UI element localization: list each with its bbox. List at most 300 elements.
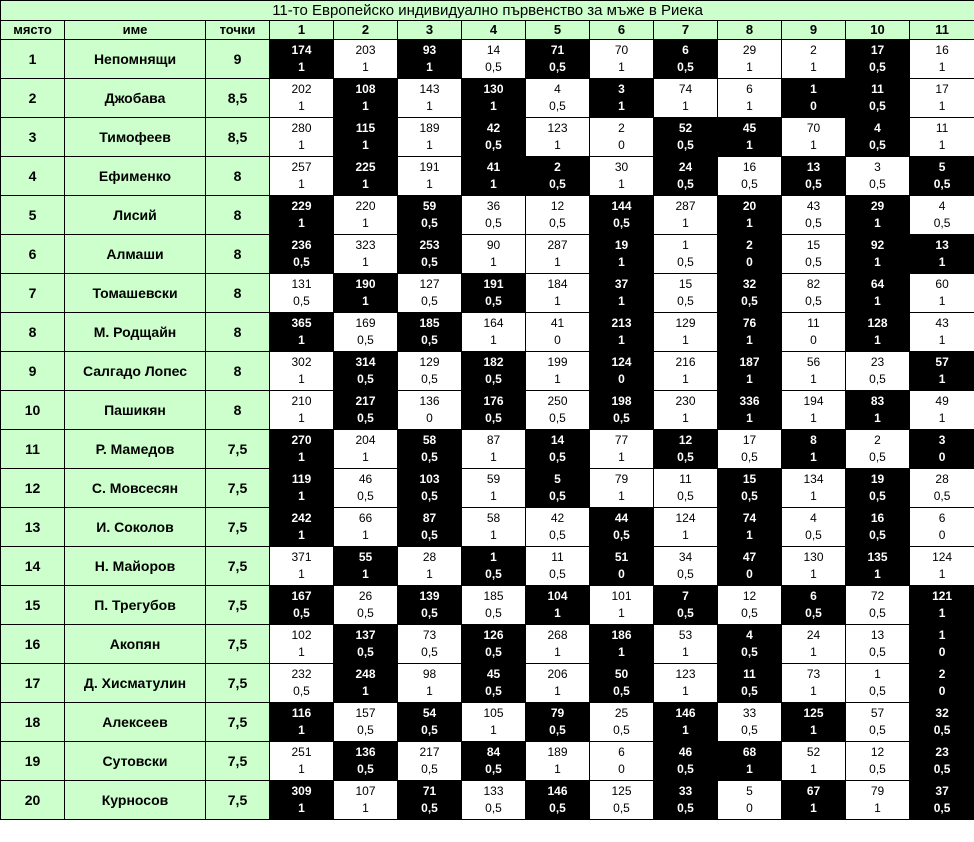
round-result-cell <box>910 118 974 157</box>
round-result-cell <box>334 313 398 352</box>
round-result-cell <box>718 703 782 742</box>
round-result-cell <box>270 664 334 703</box>
game-score: 0,5 <box>933 216 951 230</box>
round-result-cell <box>270 235 334 274</box>
round-result-cell <box>846 781 910 820</box>
round-result-cell <box>590 274 654 313</box>
place-cell: 14 <box>1 547 65 586</box>
game-score: 1 <box>874 801 881 815</box>
round-result-cell <box>590 781 654 820</box>
game-score: 0,5 <box>741 450 758 464</box>
round-result-cell <box>910 157 974 196</box>
game-score: 0,5 <box>421 216 438 230</box>
table-row <box>1 118 974 157</box>
opponent-rating: 2 <box>554 160 561 174</box>
opponent-rating: 229 <box>291 199 312 213</box>
opponent-rating: 123 <box>675 667 696 681</box>
opponent-rating: 108 <box>355 82 376 96</box>
round-result-cell <box>398 469 462 508</box>
opponent-rating: 248 <box>355 667 376 681</box>
round-result-cell <box>910 40 974 79</box>
opponent-rating: 44 <box>614 511 629 525</box>
opponent-rating: 64 <box>870 277 885 291</box>
round-result-cell <box>462 781 526 820</box>
round-result-cell <box>846 664 910 703</box>
game-score: 0,5 <box>613 216 630 230</box>
game-score: 0 <box>554 333 561 347</box>
round-result-cell <box>334 40 398 79</box>
table-row <box>1 742 974 781</box>
game-score: 0,5 <box>485 567 502 581</box>
points-cell: 8 <box>206 196 270 235</box>
opponent-rating: 11 <box>679 472 692 486</box>
round-result-cell <box>718 157 782 196</box>
opponent-rating: 144 <box>611 199 632 213</box>
game-score: 0,5 <box>805 216 822 230</box>
round-result-cell <box>398 781 462 820</box>
header-round-6: 6 <box>590 21 654 40</box>
game-score: 0,5 <box>869 684 886 698</box>
round-result-cell <box>846 508 910 547</box>
game-score: 1 <box>362 450 369 464</box>
opponent-rating: 3 <box>874 160 881 174</box>
opponent-rating: 42 <box>486 121 501 135</box>
opponent-rating: 287 <box>675 199 696 213</box>
round-result-cell <box>334 703 398 742</box>
opponent-rating: 365 <box>291 316 312 330</box>
game-score: 1 <box>874 255 881 269</box>
game-score: 1 <box>490 489 497 503</box>
header-round-1: 1 <box>270 21 334 40</box>
opponent-rating: 52 <box>678 121 693 135</box>
header-name: име <box>65 21 206 40</box>
opponent-rating: 217 <box>419 745 440 759</box>
round-result-cell <box>590 586 654 625</box>
round-result-cell <box>782 352 846 391</box>
opponent-rating: 58 <box>486 511 501 525</box>
game-score: 1 <box>618 294 625 308</box>
game-score: 1 <box>682 411 689 425</box>
opponent-rating: 20 <box>742 199 757 213</box>
game-score: 1 <box>746 216 753 230</box>
round-result-cell <box>654 157 718 196</box>
game-score: 0,5 <box>421 645 438 659</box>
opponent-rating: 79 <box>550 706 565 720</box>
opponent-rating: 55 <box>358 550 373 564</box>
round-result-cell <box>910 274 974 313</box>
opponent-rating: 15 <box>678 277 693 291</box>
table-row <box>1 625 974 664</box>
opponent-rating: 14 <box>486 43 501 57</box>
game-score: 1 <box>362 255 369 269</box>
game-score: 1 <box>938 606 946 620</box>
player-name-cell: Алмаши <box>65 235 206 274</box>
game-score: 1 <box>746 411 753 425</box>
round-result-cell <box>398 157 462 196</box>
round-result-cell <box>654 79 718 118</box>
round-result-cell <box>654 40 718 79</box>
game-score: 1 <box>618 99 625 113</box>
round-result-cell <box>526 430 590 469</box>
opponent-rating: 83 <box>870 394 885 408</box>
opponent-rating: 67 <box>806 784 821 798</box>
round-result-cell <box>334 274 398 313</box>
game-score: 1 <box>554 372 561 386</box>
round-result-cell <box>910 664 974 703</box>
opponent-rating: 11 <box>743 667 756 681</box>
opponent-rating: 210 <box>291 394 312 408</box>
game-score: 1 <box>682 645 689 659</box>
game-score: 0,5 <box>485 645 502 659</box>
game-score: 0,5 <box>677 762 694 776</box>
game-score: 0 <box>938 645 946 659</box>
game-score: 1 <box>746 372 753 386</box>
opponent-rating: 32 <box>742 277 757 291</box>
opponent-rating: 45 <box>742 121 757 135</box>
game-score: 1 <box>490 99 497 113</box>
game-score: 1 <box>938 255 946 269</box>
opponent-rating: 191 <box>419 160 440 174</box>
game-score: 1 <box>746 762 753 776</box>
round-result-cell <box>846 703 910 742</box>
game-score: 1 <box>298 645 305 659</box>
game-score: 0,5 <box>677 489 694 503</box>
game-score: 0,5 <box>869 450 886 464</box>
game-score: 1 <box>682 333 689 347</box>
opponent-rating: 225 <box>355 160 376 174</box>
round-result-cell <box>590 547 654 586</box>
opponent-rating: 79 <box>614 472 629 486</box>
opponent-rating: 6 <box>938 511 946 525</box>
opponent-rating: 5 <box>554 472 561 486</box>
game-score: 1 <box>810 567 817 581</box>
round-result-cell <box>270 79 334 118</box>
opponent-rating: 56 <box>806 355 821 369</box>
place-cell: 2 <box>1 79 65 118</box>
player-name-cell: Д. Хисматулин <box>65 664 206 703</box>
game-score: 0 <box>938 684 946 698</box>
game-score: 0 <box>746 801 753 815</box>
table-row <box>1 430 974 469</box>
game-score: 0 <box>618 372 625 386</box>
round-result-cell <box>910 196 974 235</box>
opponent-rating: 17 <box>742 433 757 447</box>
opponent-rating: 34 <box>678 550 693 564</box>
game-score: 1 <box>810 723 817 737</box>
opponent-rating: 189 <box>547 745 568 759</box>
opponent-rating: 23 <box>935 745 949 759</box>
game-score: 0,5 <box>741 645 758 659</box>
place-cell: 13 <box>1 508 65 547</box>
table-row <box>1 664 974 703</box>
opponent-rating: 53 <box>678 628 693 642</box>
game-score: 1 <box>554 138 561 152</box>
opponent-rating: 16 <box>742 160 757 174</box>
game-score: 0,5 <box>421 294 438 308</box>
round-result-cell <box>590 352 654 391</box>
opponent-rating: 57 <box>935 355 949 369</box>
game-score: 1 <box>426 567 433 581</box>
round-result-cell <box>334 781 398 820</box>
game-score: 1 <box>554 294 561 308</box>
game-score: 0,5 <box>869 528 886 542</box>
opponent-rating: 3 <box>618 82 625 96</box>
round-result-cell <box>526 274 590 313</box>
game-score: 1 <box>938 294 946 308</box>
game-score: 1 <box>618 450 625 464</box>
header-place: място <box>1 21 65 40</box>
game-score: 0,5 <box>613 801 630 815</box>
game-score: 0,5 <box>549 723 566 737</box>
game-score: 1 <box>746 60 753 74</box>
round-result-cell <box>718 664 782 703</box>
round-result-cell <box>398 79 462 118</box>
game-score: 1 <box>362 216 369 230</box>
points-cell: 8 <box>206 352 270 391</box>
game-score: 1 <box>362 99 369 113</box>
opponent-rating: 1 <box>810 82 817 96</box>
opponent-rating: 116 <box>291 706 312 720</box>
round-result-cell <box>526 118 590 157</box>
opponent-rating: 2 <box>874 433 881 447</box>
game-score: 0,5 <box>677 177 694 191</box>
round-result-cell <box>462 40 526 79</box>
game-score: 0,5 <box>357 411 374 425</box>
place-cell: 6 <box>1 235 65 274</box>
game-score: 0,5 <box>421 606 438 620</box>
round-result-cell <box>526 586 590 625</box>
round-result-cell <box>718 547 782 586</box>
opponent-rating: 2 <box>746 238 753 252</box>
game-score: 0,5 <box>805 294 822 308</box>
game-score: 0 <box>746 255 753 269</box>
game-score: 0,5 <box>293 255 310 269</box>
opponent-rating: 24 <box>678 160 693 174</box>
game-score: 1 <box>746 528 753 542</box>
round-result-cell <box>590 391 654 430</box>
round-result-cell <box>846 235 910 274</box>
place-cell: 7 <box>1 274 65 313</box>
opponent-rating: 146 <box>547 784 568 798</box>
round-result-cell <box>270 547 334 586</box>
game-score: 1 <box>938 372 946 386</box>
game-score: 1 <box>874 333 881 347</box>
game-score: 0 <box>746 567 753 581</box>
game-score: 1 <box>298 528 305 542</box>
game-score: 1 <box>938 333 946 347</box>
opponent-rating: 25 <box>614 706 629 720</box>
round-result-cell <box>846 625 910 664</box>
round-result-cell <box>846 469 910 508</box>
points-cell: 7,5 <box>206 430 270 469</box>
round-result-cell <box>398 352 462 391</box>
round-result-cell <box>782 196 846 235</box>
game-score: 1 <box>554 645 561 659</box>
game-score: 0,5 <box>869 723 886 737</box>
round-result-cell <box>654 313 718 352</box>
opponent-rating: 1 <box>490 550 497 564</box>
round-result-cell <box>334 352 398 391</box>
game-score: 0,5 <box>805 528 822 542</box>
opponent-rating: 4 <box>810 511 817 525</box>
opponent-rating: 4 <box>746 628 753 642</box>
place-cell: 1 <box>1 40 65 79</box>
opponent-rating: 11 <box>871 82 884 96</box>
opponent-rating: 133 <box>483 784 504 798</box>
game-score: 1 <box>682 723 689 737</box>
place-cell: 16 <box>1 625 65 664</box>
points-cell: 8 <box>206 157 270 196</box>
opponent-rating: 124 <box>932 550 953 564</box>
game-score: 0,5 <box>805 255 822 269</box>
opponent-rating: 1 <box>682 238 689 252</box>
round-result-cell <box>782 508 846 547</box>
round-result-cell <box>398 703 462 742</box>
round-result-cell <box>910 625 974 664</box>
round-result-cell <box>910 469 974 508</box>
round-result-cell <box>718 508 782 547</box>
game-score: 0,5 <box>933 801 951 815</box>
game-score: 0,5 <box>485 762 502 776</box>
opponent-rating: 47 <box>742 550 757 564</box>
opponent-rating: 92 <box>870 238 885 252</box>
round-result-cell <box>270 625 334 664</box>
round-result-cell <box>462 118 526 157</box>
round-result-cell <box>462 508 526 547</box>
table-row <box>1 157 974 196</box>
game-score: 1 <box>490 450 497 464</box>
round-result-cell <box>718 274 782 313</box>
round-result-cell <box>910 703 974 742</box>
opponent-rating: 12 <box>550 199 565 213</box>
round-result-cell <box>654 469 718 508</box>
round-result-cell <box>398 625 462 664</box>
opponent-rating: 182 <box>483 355 504 369</box>
opponent-rating: 371 <box>291 550 312 564</box>
opponent-rating: 268 <box>547 628 568 642</box>
header-round-3: 3 <box>398 21 462 40</box>
table-row <box>1 352 974 391</box>
opponent-rating: 58 <box>422 433 437 447</box>
round-result-cell <box>910 742 974 781</box>
opponent-rating: 28 <box>935 472 949 486</box>
round-result-cell <box>846 313 910 352</box>
round-result-cell <box>590 157 654 196</box>
round-result-cell <box>462 703 526 742</box>
round-result-cell <box>718 742 782 781</box>
game-score: 1 <box>874 216 881 230</box>
game-score: 0,5 <box>869 372 886 386</box>
game-score: 1 <box>554 606 561 620</box>
game-score: 0,5 <box>869 762 886 776</box>
game-score: 1 <box>490 333 497 347</box>
round-result-cell <box>398 196 462 235</box>
game-score: 1 <box>426 60 433 74</box>
game-score: 0,5 <box>549 177 566 191</box>
round-result-cell <box>782 118 846 157</box>
opponent-rating: 29 <box>742 43 757 57</box>
game-score: 1 <box>490 177 497 191</box>
round-result-cell <box>334 547 398 586</box>
game-score: 1 <box>682 216 689 230</box>
game-score: 0,5 <box>549 567 566 581</box>
round-result-cell <box>462 352 526 391</box>
opponent-rating: 41 <box>550 316 565 330</box>
game-score: 0 <box>618 762 625 776</box>
round-result-cell <box>718 118 782 157</box>
opponent-rating: 19 <box>614 238 629 252</box>
round-result-cell <box>590 742 654 781</box>
opponent-rating: 230 <box>675 394 696 408</box>
round-result-cell <box>590 40 654 79</box>
game-score: 1 <box>618 489 625 503</box>
opponent-rating: 121 <box>932 589 953 603</box>
opponent-rating: 143 <box>419 82 440 96</box>
round-result-cell <box>718 79 782 118</box>
game-score: 0,5 <box>869 99 886 113</box>
opponent-rating: 36 <box>486 199 501 213</box>
game-score: 0,5 <box>357 645 374 659</box>
game-score: 0 <box>938 450 946 464</box>
game-score: 1 <box>554 255 561 269</box>
game-score: 1 <box>810 489 817 503</box>
place-cell: 8 <box>1 313 65 352</box>
round-result-cell <box>910 313 974 352</box>
round-result-cell <box>782 274 846 313</box>
opponent-rating: 103 <box>419 472 440 486</box>
round-result-cell <box>398 586 462 625</box>
round-result-cell <box>718 391 782 430</box>
game-score: 0,5 <box>549 450 566 464</box>
opponent-rating: 125 <box>803 706 824 720</box>
round-result-cell <box>398 235 462 274</box>
round-result-cell <box>270 313 334 352</box>
round-result-cell <box>782 781 846 820</box>
opponent-rating: 13 <box>806 160 821 174</box>
place-cell: 9 <box>1 352 65 391</box>
round-result-cell <box>846 391 910 430</box>
header-round-9: 9 <box>782 21 846 40</box>
round-result-cell <box>462 430 526 469</box>
opponent-rating: 11 <box>935 121 949 135</box>
opponent-rating: 146 <box>675 706 696 720</box>
opponent-rating: 119 <box>291 472 312 486</box>
game-score: 0,5 <box>549 411 566 425</box>
opponent-rating: 15 <box>806 238 821 252</box>
opponent-rating: 90 <box>486 238 501 252</box>
round-result-cell <box>590 118 654 157</box>
game-score: 1 <box>746 333 753 347</box>
round-result-cell <box>462 742 526 781</box>
round-result-cell <box>334 79 398 118</box>
opponent-rating: 134 <box>803 472 824 486</box>
player-name-cell: Ефименко <box>65 157 206 196</box>
round-result-cell <box>654 430 718 469</box>
round-result-cell <box>782 469 846 508</box>
opponent-rating: 185 <box>483 589 504 603</box>
round-result-cell <box>462 157 526 196</box>
round-result-cell <box>270 469 334 508</box>
table-body <box>1 40 974 820</box>
opponent-rating: 17 <box>870 43 885 57</box>
game-score: 0,5 <box>869 138 886 152</box>
table-row <box>1 40 974 79</box>
opponent-rating: 128 <box>867 316 888 330</box>
game-score: 0,5 <box>869 645 886 659</box>
opponent-rating: 194 <box>803 394 824 408</box>
opponent-rating: 11 <box>551 550 564 564</box>
place-cell: 12 <box>1 469 65 508</box>
